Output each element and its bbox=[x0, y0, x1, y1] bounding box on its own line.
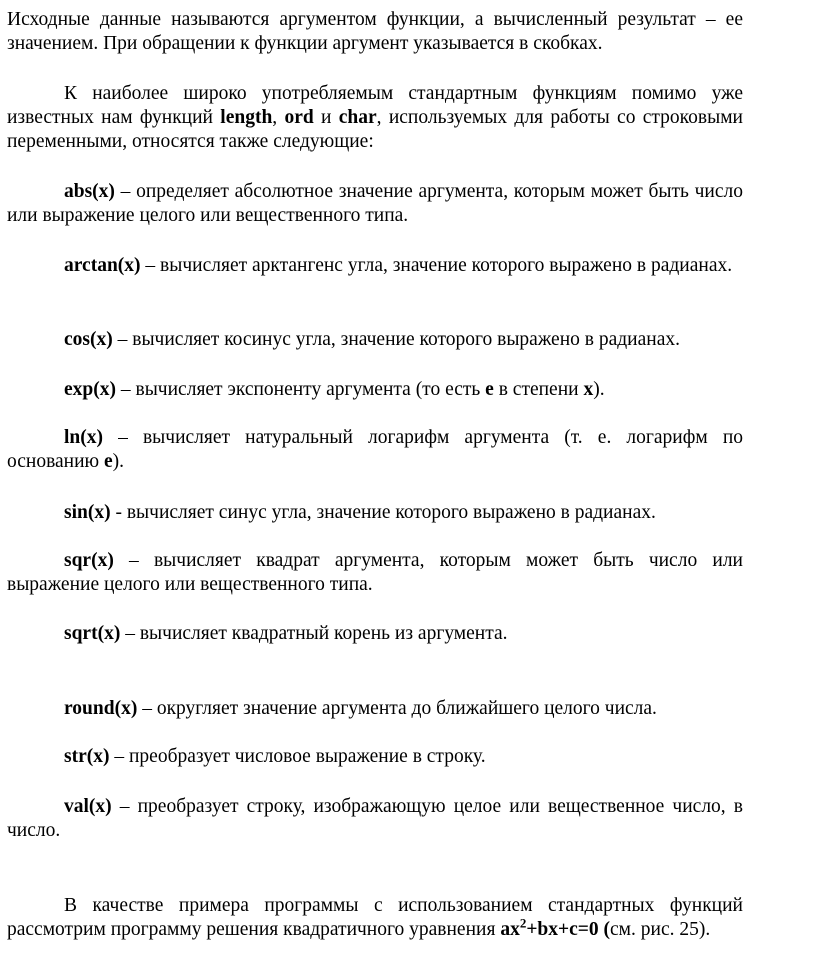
intro-text: Исходные данные называются аргументом функции, а вычисленный результат – ее значением. При обращении к функции аргумент указывается в скобках. bbox=[7, 9, 743, 54]
abs-desc: – определяет абсолютное значение аргумента, которым может быть число или выражение целого или вещественного типа. bbox=[7, 181, 743, 226]
sqr-desc: – вычисляет квадрат аргумента, которым может быть число или выражение целого или вещественного типа. bbox=[7, 550, 743, 595]
ln-e: e bbox=[104, 451, 113, 472]
ln-paragraph bbox=[7, 426, 743, 474]
common-sep: , bbox=[272, 107, 285, 128]
sqrt-name: sqrt(x) bbox=[64, 623, 121, 644]
sqr-name: sqr(x) bbox=[64, 550, 114, 571]
exp-desc-a: – вычисляет экспоненту аргумента (то есть bbox=[116, 379, 486, 400]
val-paragraph bbox=[7, 795, 743, 843]
intro-paragraph bbox=[7, 8, 743, 56]
str-paragraph bbox=[7, 745, 743, 769]
arctan-desc: – вычисляет арктангенс угла, значение которого выражено в радианах. bbox=[140, 255, 733, 276]
common-text-1: К наиболее широко употребляемым стандартным функциям помимо уже известных нам функций bbox=[7, 83, 743, 128]
str-desc: – преобразует числовое выражение в строку. bbox=[109, 746, 486, 767]
equation-a: ax bbox=[500, 919, 520, 940]
sqr-paragraph bbox=[7, 549, 743, 597]
func-ord: ord bbox=[284, 107, 314, 128]
equation-exponent: 2 bbox=[519, 915, 527, 931]
sqrt-desc: – вычисляет квадратный корень из аргумента. bbox=[120, 623, 508, 644]
exp-e: e bbox=[485, 379, 494, 400]
exp-desc-c: ). bbox=[593, 379, 605, 400]
abs-paragraph bbox=[7, 180, 743, 228]
sin-paragraph bbox=[7, 501, 743, 525]
cos-desc: – вычисляет косинус угла, значение которого выражено в радианах. bbox=[112, 329, 680, 350]
round-paragraph bbox=[7, 697, 743, 721]
cos-paragraph bbox=[7, 328, 743, 352]
arctan-name: arctan(x) bbox=[64, 255, 141, 276]
exp-desc-b: в степени bbox=[493, 379, 584, 400]
exp-name: exp(x) bbox=[64, 379, 116, 400]
common-text-2: и bbox=[313, 107, 339, 128]
cos-name: cos(x) bbox=[64, 329, 113, 350]
str-name: str(x) bbox=[64, 746, 110, 767]
arctan-paragraph bbox=[7, 254, 743, 278]
sin-name: sin(x) bbox=[64, 502, 111, 523]
round-name: round(x) bbox=[64, 698, 138, 719]
round-desc: – округляет значение аргумента до ближайшего целого числа. bbox=[137, 698, 657, 719]
example-text-1: В качестве примера программы с использованием стандартных функций рассмотрим программу решения квадратичного уравнения bbox=[7, 895, 743, 940]
common-text-3: , используемых для работы со строковыми переменными, относятся также следующие: bbox=[7, 107, 743, 152]
val-desc: – преобразует строку, изображающую целое или вещественное число, в число. bbox=[7, 796, 743, 841]
common-functions-paragraph bbox=[7, 82, 743, 154]
sqrt-paragraph bbox=[7, 622, 743, 646]
sin-desc: - вычисляет синус угла, значение которого выражено в радианах. bbox=[110, 502, 656, 523]
val-name: val(x) bbox=[64, 796, 112, 817]
ln-desc-b: ). bbox=[112, 451, 125, 472]
func-length: length bbox=[220, 107, 273, 128]
exp-paragraph bbox=[7, 378, 743, 402]
func-char: char bbox=[338, 107, 377, 128]
ln-name: ln(x) bbox=[64, 427, 103, 448]
example-text-2: см. рис. 25). bbox=[610, 919, 711, 940]
equation-b: +bx+c=0 ( bbox=[526, 919, 611, 940]
ln-desc-a: – вычисляет натуральный логарифм аргумента (т. е. логарифм по основанию bbox=[7, 427, 743, 472]
example-paragraph bbox=[7, 894, 743, 942]
exp-x: x bbox=[583, 379, 594, 400]
abs-name: abs(x) bbox=[64, 181, 115, 202]
